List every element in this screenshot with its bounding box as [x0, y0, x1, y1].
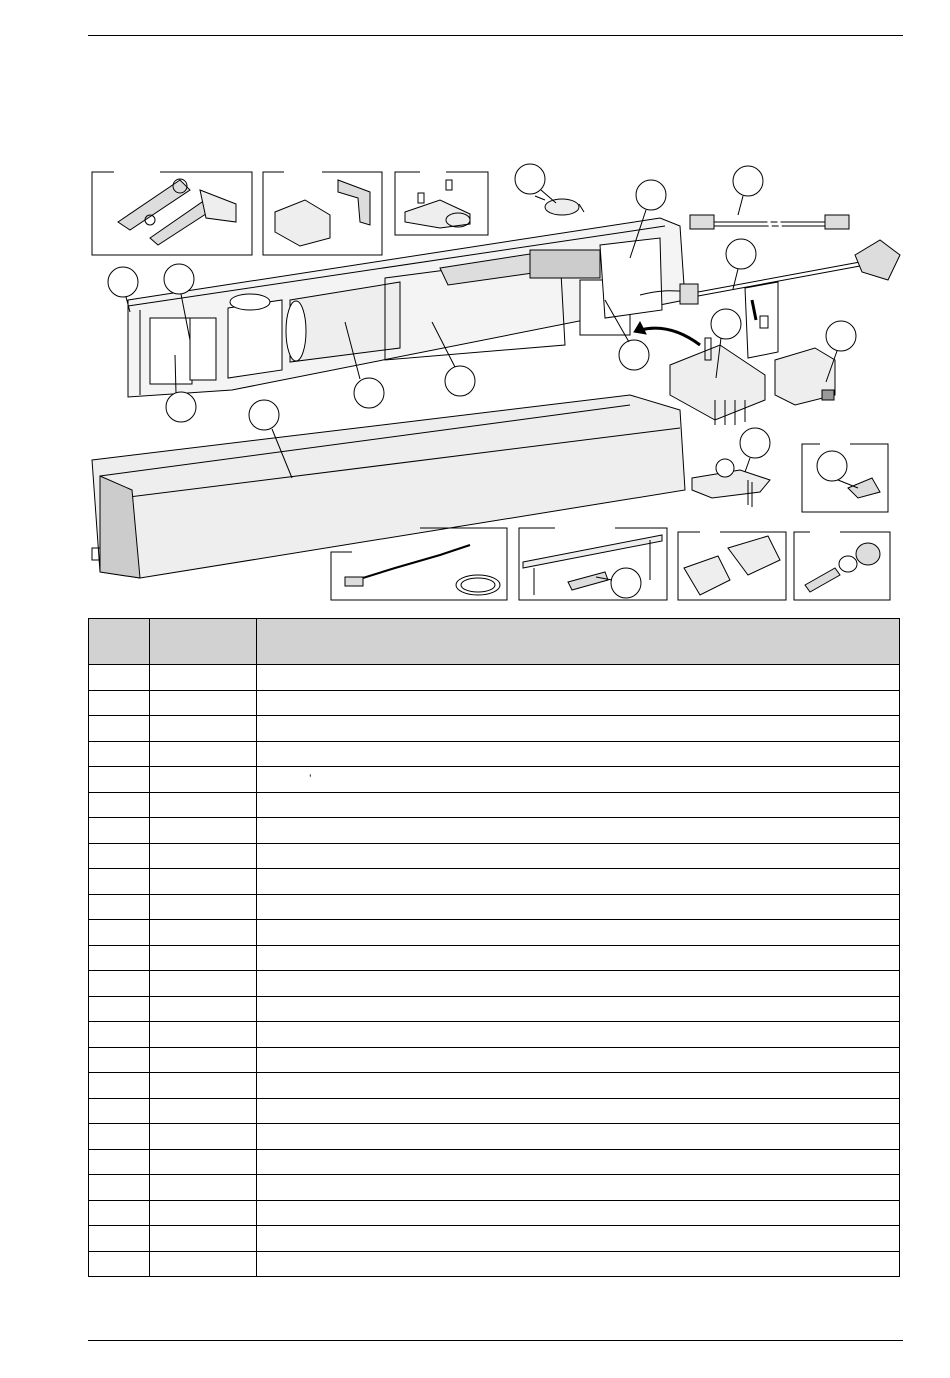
- cell-description: [257, 1073, 900, 1099]
- header-col-position: [89, 619, 150, 665]
- table-row: [89, 665, 900, 691]
- table-row: [89, 1226, 900, 1252]
- cell-position: [89, 869, 150, 895]
- table-row: [89, 716, 900, 742]
- cell-position: [89, 971, 150, 997]
- cell-description: ’: [257, 767, 900, 793]
- terminal-block: [775, 348, 835, 405]
- cell-part-number: [150, 665, 257, 691]
- cell-position: [89, 818, 150, 844]
- cell-position: [89, 767, 150, 793]
- cell-position: [89, 1073, 150, 1099]
- table-row: [89, 1022, 900, 1048]
- cell-part-number: [150, 1124, 257, 1150]
- cell-description: [257, 996, 900, 1022]
- footer-rule: [88, 1340, 903, 1341]
- cell-description: [257, 869, 900, 895]
- cell-description: [257, 716, 900, 742]
- cell-description: [257, 945, 900, 971]
- label-kit-box: [678, 532, 786, 600]
- parts-table: [88, 618, 900, 1277]
- table-row: [89, 869, 900, 895]
- table-row: [89, 1098, 900, 1124]
- cell-position: [89, 690, 150, 716]
- table-row: [89, 894, 900, 920]
- cell-part-number: [150, 767, 257, 793]
- cell-position: [89, 716, 150, 742]
- table-row: [89, 767, 900, 793]
- cell-part-number: [150, 920, 257, 946]
- arm-kit-box: [92, 172, 252, 255]
- connector-cable: [690, 212, 849, 232]
- cell-part-number: [150, 1251, 257, 1277]
- cell-description: [257, 894, 900, 920]
- table-row: [89, 1073, 900, 1099]
- cell-position: [89, 843, 150, 869]
- cell-description: [257, 843, 900, 869]
- cell-part-number: [150, 971, 257, 997]
- cell-description: [257, 1098, 900, 1124]
- cell-description: [257, 741, 900, 767]
- table-row: [89, 741, 900, 767]
- cell-position: [89, 920, 150, 946]
- clamp-ring: [535, 196, 584, 215]
- cell-part-number: [150, 1022, 257, 1048]
- cell-description: [257, 1226, 900, 1252]
- cell-part-number: [150, 1175, 257, 1201]
- cell-description: [257, 1124, 900, 1150]
- cell-position: [89, 741, 150, 767]
- cell-part-number: [150, 741, 257, 767]
- cell-part-number: [150, 945, 257, 971]
- cell-part-number: [150, 894, 257, 920]
- cell-description: [257, 690, 900, 716]
- cell-position: [89, 1149, 150, 1175]
- table-row: [89, 971, 900, 997]
- arrow: [634, 322, 700, 345]
- cell-part-number: [150, 996, 257, 1022]
- exploded-parts-diagram: [0, 0, 950, 610]
- cell-description: [257, 1047, 900, 1073]
- cell-position: [89, 1047, 150, 1073]
- cell-part-number: [150, 818, 257, 844]
- label-tag: [745, 282, 778, 358]
- cell-description: [257, 971, 900, 997]
- table-row: [89, 792, 900, 818]
- cell-part-number: [150, 1149, 257, 1175]
- cell-part-number: [150, 792, 257, 818]
- table-row: [89, 1200, 900, 1226]
- cell-description: [257, 818, 900, 844]
- cell-description: [257, 1175, 900, 1201]
- cell-description: [257, 1022, 900, 1048]
- table-row: [89, 1124, 900, 1150]
- table-row: [89, 1149, 900, 1175]
- cell-part-number: [150, 843, 257, 869]
- table-header-row: [89, 619, 900, 665]
- cell-position: [89, 1200, 150, 1226]
- cell-part-number: [150, 1226, 257, 1252]
- cell-position: [89, 792, 150, 818]
- cell-part-number: [150, 716, 257, 742]
- cell-position: [89, 1098, 150, 1124]
- cell-position: [89, 996, 150, 1022]
- header-col-part-number: [150, 619, 257, 665]
- bracket-kit-box: [263, 172, 382, 255]
- table-row: [89, 1251, 900, 1277]
- small-part-box: [802, 444, 888, 512]
- cell-part-number: [150, 1073, 257, 1099]
- table-row: [89, 1175, 900, 1201]
- table-row: [89, 945, 900, 971]
- cell-part-number: [150, 1098, 257, 1124]
- cell-description: [257, 1149, 900, 1175]
- cell-part-number: [150, 1047, 257, 1073]
- table-row: [89, 843, 900, 869]
- cell-position: [89, 894, 150, 920]
- cell-part-number: [150, 690, 257, 716]
- table-row: [89, 996, 900, 1022]
- cell-description: [257, 792, 900, 818]
- cell-description: [257, 920, 900, 946]
- rail-kit-box: [519, 528, 667, 600]
- cell-description: [257, 665, 900, 691]
- cell-part-number: [150, 869, 257, 895]
- header-col-description: [257, 619, 900, 665]
- table-row: [89, 920, 900, 946]
- table-row: [89, 1047, 900, 1073]
- cell-position: [89, 1251, 150, 1277]
- cell-position: [89, 1226, 150, 1252]
- screw-kit-box: [794, 532, 890, 600]
- cell-description: [257, 1200, 900, 1226]
- cell-position: [89, 1124, 150, 1150]
- cell-position: [89, 1022, 150, 1048]
- table-row: [89, 690, 900, 716]
- cell-description: [257, 1251, 900, 1277]
- mounting-bracket: [692, 459, 770, 507]
- table-row: [89, 818, 900, 844]
- operator-housing: [128, 218, 685, 397]
- cell-part-number: [150, 1200, 257, 1226]
- cell-position: [89, 1175, 150, 1201]
- clamp-kit-box: [395, 172, 488, 235]
- cell-position: [89, 945, 150, 971]
- cell-position: [89, 665, 150, 691]
